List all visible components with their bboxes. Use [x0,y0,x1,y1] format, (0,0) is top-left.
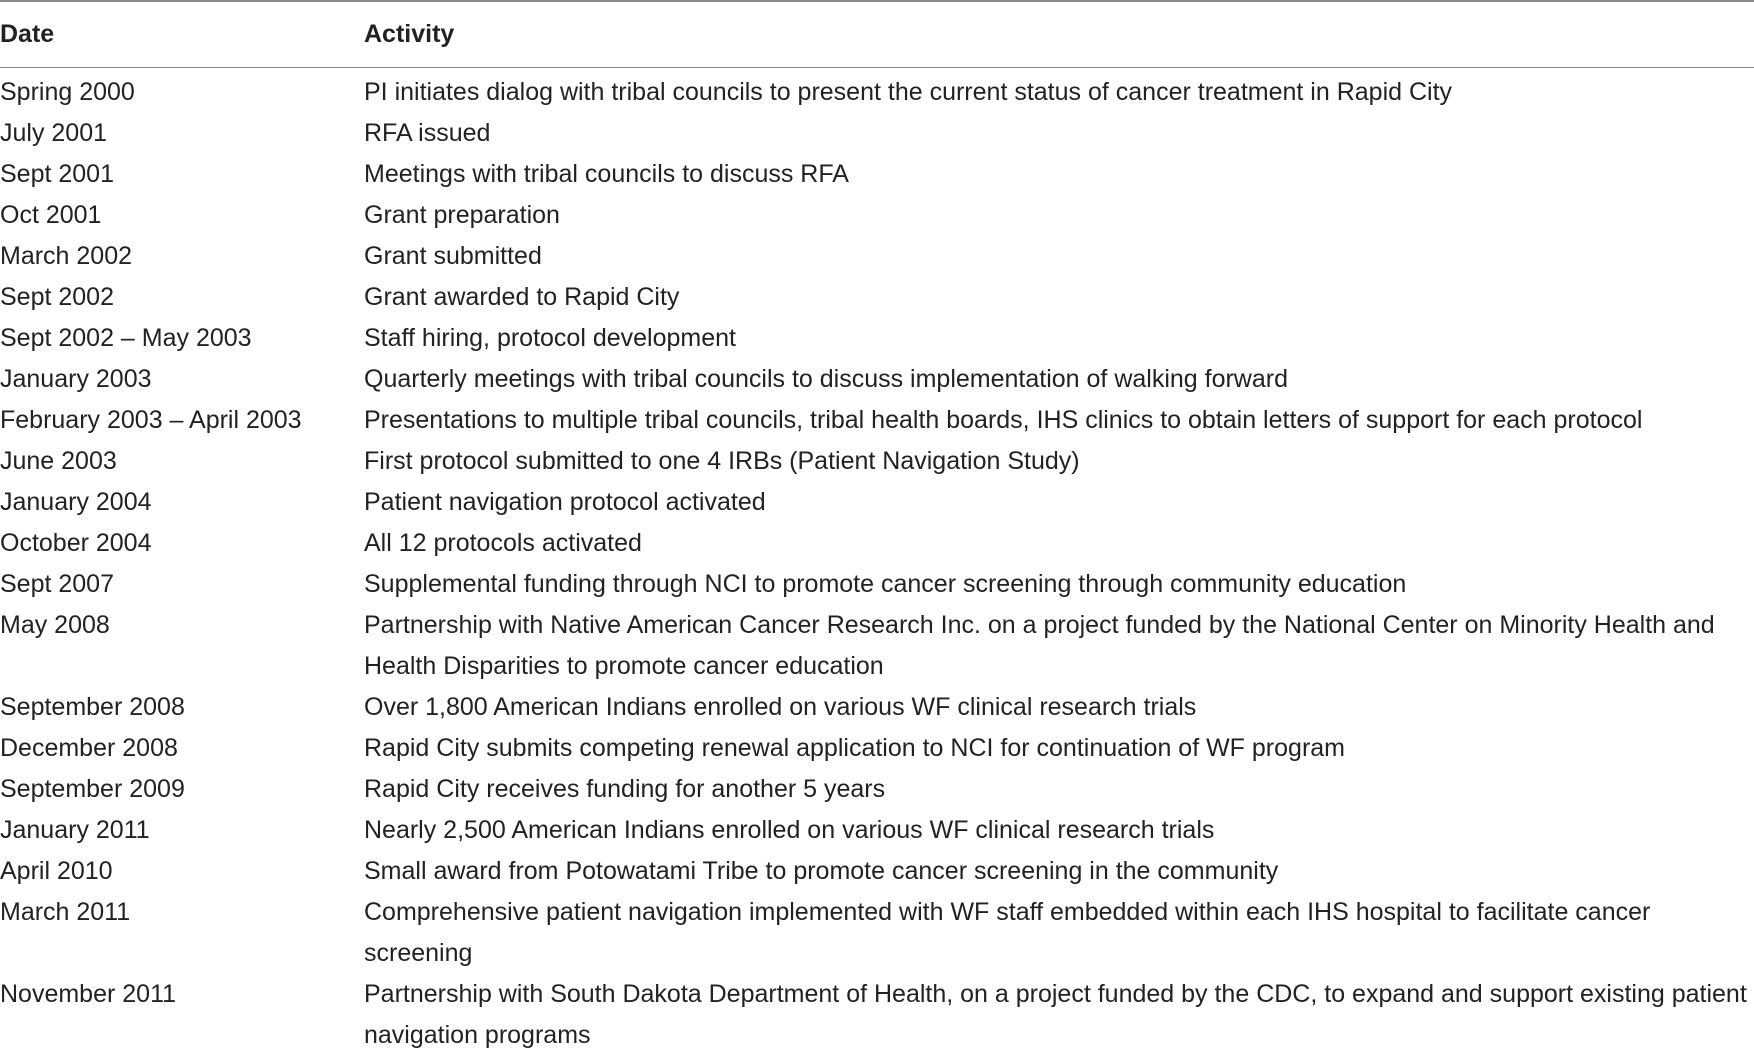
date-cell: Sept 2002 [0,283,114,311]
table-row [0,728,1754,769]
table-row [0,482,1754,523]
date-cell: May 2008 [0,611,110,639]
table-row [0,564,1754,605]
table-row [0,441,1754,482]
table-row [0,318,1754,359]
activity-cell: RFA issued [364,119,491,147]
activity-cell: All 12 protocols activated [364,529,642,557]
date-cell: November 2011 [0,980,177,1008]
date-cell: April 2010 [0,857,113,885]
table-row [0,851,1754,892]
date-cell: Oct 2001 [0,201,102,229]
table-row [0,277,1754,318]
table-row [0,974,1754,1056]
date-cell: March 2002 [0,242,133,270]
activity-cell: Over 1,800 American Indians enrolled on various WF clinical research trials [364,693,1197,721]
activity-cell: Partnership with South Dakota Department of Health, on a project funded by the CDC, to expand and support existing patient navigation programs [364,980,1747,1049]
date-cell: January 2011 [0,816,150,844]
activity-cell: First protocol submitted to one 4 IRBs (Patient Navigation Study) [364,447,1080,475]
activity-cell: Grant submitted [364,242,542,270]
date-cell: January 2004 [0,488,152,516]
activity-cell: Partnership with Native American Cancer Research Inc. on a project funded by the National Center on Minority Health and Health Disparities to promote cancer education [364,611,1715,680]
activity-cell: Rapid City submits competing renewal application to NCI for continuation of WF program [364,734,1345,762]
table-row [0,154,1754,195]
date-cell: September 2008 [0,693,185,721]
table-row [0,359,1754,400]
table-row [0,195,1754,236]
table-row [0,68,1754,114]
table-row [0,687,1754,728]
date-cell: Sept 2002 – May 2003 [0,324,252,352]
column-header-date: Date [0,1,364,68]
activity-cell: Comprehensive patient navigation implemented with WF staff embedded within each IHS hospital to facilitate cancer screening [364,898,1651,967]
activity-cell: Nearly 2,500 American Indians enrolled on various WF clinical research trials [364,816,1215,844]
date-cell: February 2003 – April 2003 [0,406,302,434]
table-row [0,605,1754,687]
column-header-activity: Activity [364,1,1754,68]
table-header [0,1,1754,68]
table-row [0,113,1754,154]
table-row [0,892,1754,974]
activity-cell: Rapid City receives funding for another 5 years [364,775,886,803]
date-cell: Sept 2007 [0,570,114,598]
activity-cell: Supplemental funding through NCI to promote cancer screening through community education [364,570,1407,598]
date-cell: March 2011 [0,898,131,926]
date-cell: Spring 2000 [0,78,135,106]
table-row [0,236,1754,277]
activity-cell: Presentations to multiple tribal councils, tribal health boards, IHS clinics to obtain letters of support for each protocol [364,406,1643,434]
table-body [0,68,1754,1057]
table-row [0,523,1754,564]
activity-cell: Staff hiring, protocol development [364,324,736,352]
date-cell: July 2001 [0,119,108,147]
activity-cell: Grant preparation [364,201,560,229]
activity-cell: Patient navigation protocol activated [364,488,766,516]
activity-cell: Small award from Potowatami Tribe to promote cancer screening in the community [364,857,1279,885]
header-row [0,1,1754,68]
table-row [0,769,1754,810]
date-cell: Sept 2001 [0,160,114,188]
table-row [0,810,1754,851]
date-cell: December 2008 [0,734,178,762]
activity-cell: Grant awarded to Rapid City [364,283,680,311]
activity-cell: PI initiates dialog with tribal councils to present the current status of cancer treatment in Rapid City [364,78,1453,106]
date-cell: January 2003 [0,365,152,393]
date-cell: September 2009 [0,775,185,803]
activity-cell: Quarterly meetings with tribal councils to discuss implementation of walking forward [364,365,1288,393]
date-cell: October 2004 [0,529,152,557]
activity-cell: Meetings with tribal councils to discuss RFA [364,160,849,188]
date-cell: June 2003 [0,447,117,475]
table-row [0,400,1754,441]
